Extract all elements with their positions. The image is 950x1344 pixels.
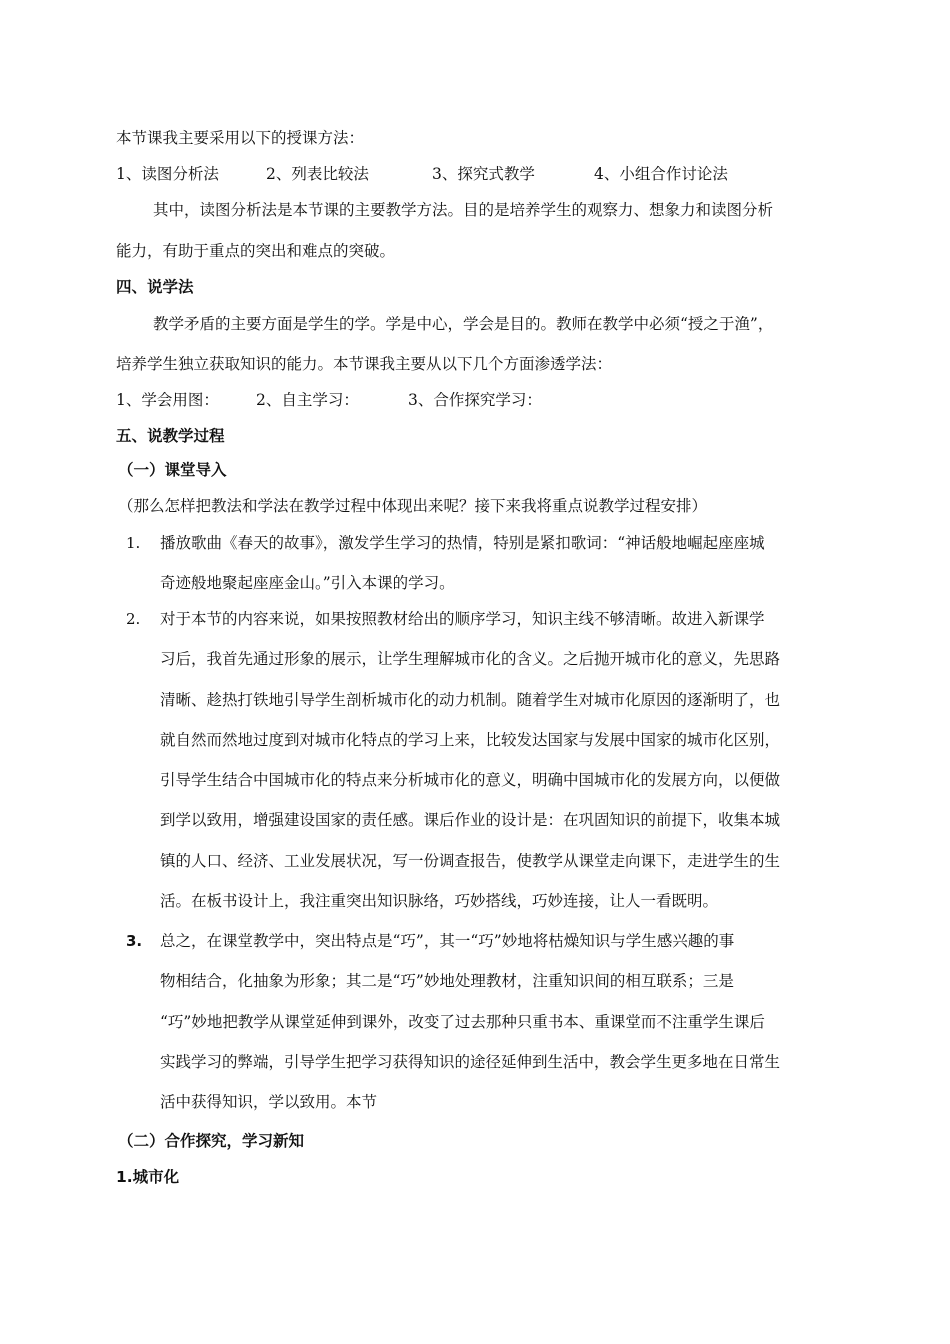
list-number: 2. bbox=[126, 610, 141, 628]
section4-paragraph-line: 教学矛盾的主要方面是学生的学。学是中心，学会是目的。教师在教学中必须“授之于渔”， bbox=[153, 315, 774, 333]
list-item-line: 实践学习的弊端，引导学生把学习获得知识的途径延伸到生活中，教会学生更多地在日常生 bbox=[160, 1053, 781, 1071]
study-method-item: 3、合作探究学习： bbox=[408, 391, 542, 409]
list-item-line: 活中获得知识，学以致用。本节 bbox=[160, 1093, 378, 1111]
methods-paragraph-line: 能力，有助于重点的突出和难点的突破。 bbox=[116, 242, 396, 260]
methods-intro: 本节课我主要采用以下的授课方法： bbox=[116, 129, 365, 147]
list-item-line: 总之，在课堂教学中，突出特点是“巧”，其一“巧”妙地将枯燥知识与学生感兴趣的事 bbox=[160, 932, 735, 950]
subsection-heading: （一）课堂导入 bbox=[118, 461, 227, 479]
study-method-item: 1、学会用图： bbox=[116, 391, 219, 409]
list-item-line: 活。在板书设计上，我注重突出知识脉络，巧妙搭线，巧妙连接，让人一看既明。 bbox=[160, 892, 719, 910]
list-item-line: 物相结合，化抽象为形象；其二是“巧”妙地处理教材，注重知识间的相互联系；三是 bbox=[160, 972, 734, 990]
study-method-item: 2、自主学习： bbox=[256, 391, 359, 409]
section4-paragraph-line: 培养学生独立获取知识的能力。本节课我主要从以下几个方面渗透学法： bbox=[116, 355, 613, 373]
list-item-line: 镇的人口、经济、工业发展状况，写一份调查报告，使教学从课堂走向课下，走进学生的生 bbox=[160, 852, 781, 870]
subsection-heading: （二）合作探究，学习新知 bbox=[118, 1132, 305, 1150]
method-item: 4、小组合作讨论法 bbox=[594, 165, 728, 183]
list-item-line: 就自然而然地过度到对城市化特点的学习上来，比较发达国家与发展中国家的城市化区别， bbox=[160, 731, 781, 749]
method-item: 1、读图分析法 bbox=[116, 165, 219, 183]
method-item: 2、列表比较法 bbox=[266, 165, 369, 183]
list-number: 1. bbox=[126, 534, 141, 552]
list-number: 3. bbox=[126, 932, 143, 950]
list-item-line: 对于本节的内容来说，如果按照教材给出的顺序学习，知识主线不够清晰。故进入新课学 bbox=[160, 610, 765, 628]
list-item-line: 到学以致用，增强建设国家的责任感。课后作业的设计是：在巩固知识的前提下，收集本城 bbox=[160, 811, 781, 829]
subsection-item-heading: 1.城市化 bbox=[116, 1168, 180, 1186]
subsection-note: （那么怎样把教法和学法在教学过程中体现出来呢？接下来我将重点说教学过程安排） bbox=[118, 497, 708, 515]
section-heading: 五、说教学过程 bbox=[116, 427, 225, 445]
methods-paragraph-line: 其中，读图分析法是本节课的主要教学方法。目的是培养学生的观察力、想象力和读图分析 bbox=[153, 201, 774, 219]
methods-list bbox=[116, 164, 728, 184]
list-item-line: 播放歌曲《春天的故事》，激发学生学习的热情，特别是紧扣歌词：“神话般地崛起座座城 bbox=[160, 534, 765, 552]
list-item-line: 奇迹般地聚起座座金山。”引入本课的学习。 bbox=[160, 574, 455, 592]
method-item: 3、探究式教学 bbox=[432, 165, 535, 183]
section-heading: 四、说学法 bbox=[116, 278, 194, 296]
study-methods-list bbox=[116, 390, 542, 410]
list-item-line: “巧”妙地把教学从课堂延伸到课外，改变了过去那种只重书本、重课堂而不注重学生课后 bbox=[160, 1013, 765, 1031]
list-item-line: 习后，我首先通过形象的展示，让学生理解城市化的含义。之后抛开城市化的意义，先思路 bbox=[160, 650, 781, 668]
list-item-line: 清晰、趁热打铁地引导学生剖析城市化的动力机制。随着学生对城市化原因的逐渐明了，也 bbox=[160, 691, 781, 709]
list-item-line: 引导学生结合中国城市化的特点来分析城市化的意义，明确中国城市化的发展方向，以便做 bbox=[160, 771, 781, 789]
